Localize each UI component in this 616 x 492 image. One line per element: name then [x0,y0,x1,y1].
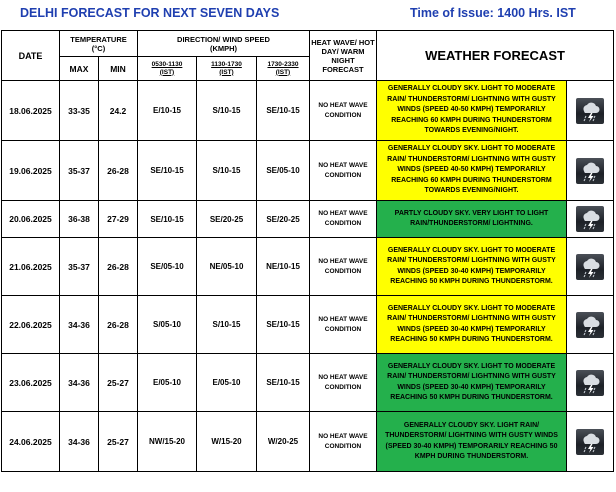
row-icon-cell [567,201,614,238]
header-date: DATE [2,31,60,81]
row-forecast: GENERALLY CLOUDY SKY. LIGHT TO MODERATE RAIN/ THUNDERSTORM/ LIGHTNING WITH GUSTY WINDS (SPEED 30-40 KMPH) TEMPORARILY REACHING 50 KMPH DURING THUNDERSTORM. [377,238,567,296]
row-forecast: GENERALLY CLOUDY SKY. LIGHT TO MODERATE RAIN/ THUNDERSTORM/ LIGHTNING WITH GUSTY WINDS (SPEED 30-40 KMPH) TEMPORARILY REACHING 50 KMPH DURING THUNDERSTORM. [377,354,567,412]
header-wind-t3 [257,57,310,81]
row-max: 35-37 [60,141,99,201]
row-min: 24.2 [99,81,138,141]
row-max: 33-35 [60,81,99,141]
table-row [2,296,614,354]
row-wind-t1: E/05-10 [138,354,197,412]
row-forecast: GENERALLY CLOUDY SKY. LIGHT TO MODERATE RAIN/ THUNDERSTORM/ LIGHTNING WITH GUSTY WINDS (SPEED 40-50 KMPH) TEMPORARILY REACHING 60 KMPH DURING THUNDERSTORM TOWARDS EVENING/NIGHT. [377,141,567,201]
row-min: 27-29 [99,201,138,238]
thunderstorm-rain-icon [576,158,604,184]
row-min: 26-28 [99,141,138,201]
header-heat-wave: HEAT WAVE/ HOT DAY/ WARM NIGHT FORECAST [310,31,377,81]
row-max: 35-37 [60,238,99,296]
header-wind [138,31,310,57]
row-wind-t3: SE/10-15 [257,296,310,354]
row-forecast: GENERALLY CLOUDY SKY. LIGHT TO MODERATE RAIN/ THUNDERSTORM/ LIGHTNING WITH GUSTY WINDS (SPEED 40-50 KMPH) TEMPORARILY REACHING 60 KMPH DURING THUNDERSTORM TOWARDS EVENING/NIGHT. [377,81,567,141]
row-forecast: GENERALLY CLOUDY SKY. LIGHT TO MODERATE RAIN/ THUNDERSTORM/ LIGHTNING WITH GUSTY WINDS (SPEED 30-40 KMPH) TEMPORARILY REACHING 50 KMPH DURING THUNDERSTORM. [377,296,567,354]
row-wind-t1: SE/10-15 [138,201,197,238]
row-wind-t1: SE/10-15 [138,141,197,201]
row-icon-cell [567,354,614,412]
header-wind-t3-zone: (IST) [275,68,291,76]
row-wind-t3: SE/05-10 [257,141,310,201]
row-icon-cell [567,296,614,354]
thunderstorm-rain-icon [576,312,604,338]
table-row [2,354,614,412]
row-heat-wave: NO HEAT WAVE CONDITION [310,141,377,201]
row-heat-wave: NO HEAT WAVE CONDITION [310,81,377,141]
row-wind-t3: SE/10-15 [257,354,310,412]
row-wind-t2: S/10-15 [197,296,257,354]
row-heat-wave: NO HEAT WAVE CONDITION [310,296,377,354]
row-wind-t2: S/10-15 [197,141,257,201]
issue-time: Time of Issue: 1400 Hrs. IST [410,6,576,20]
thunderstorm-rain-icon [576,429,604,455]
row-max: 34-36 [60,412,99,472]
header-temperature [60,31,138,57]
thunderstorm-rain-icon [576,370,604,396]
row-wind-t2: W/15-20 [197,412,257,472]
row-heat-wave: NO HEAT WAVE CONDITION [310,412,377,472]
row-date: 18.06.2025 [2,81,60,141]
storm-cloud-glyph [576,370,604,396]
header-wind-t1 [138,57,197,81]
row-icon-cell [567,81,614,141]
row-date: 23.06.2025 [2,354,60,412]
row-wind-t1: S/05-10 [138,296,197,354]
forecast-table [1,30,614,472]
row-heat-wave: NO HEAT WAVE CONDITION [310,238,377,296]
row-date: 22.06.2025 [2,296,60,354]
header-temperature-unit: (°C) [91,43,106,53]
header-wind-t1-range: 0530-1130 [151,60,183,68]
title-bar [0,0,616,28]
row-wind-t1: E/10-15 [138,81,197,141]
row-max: 36-38 [60,201,99,238]
thunderstorm-rain-icon [576,206,604,232]
page-title: DELHI FORECAST FOR NEXT SEVEN DAYS [20,6,280,20]
row-max: 34-36 [60,296,99,354]
header-wind-t1-zone: (IST) [159,68,175,76]
header-wind-label: DIRECTION/ WIND SPEED [177,34,270,44]
table-row [2,201,614,238]
row-heat-wave: NO HEAT WAVE CONDITION [310,354,377,412]
row-min: 26-28 [99,296,138,354]
row-icon-cell [567,412,614,472]
row-date: 21.06.2025 [2,238,60,296]
header-wind-unit: (KMPH) [209,43,238,53]
forecast-rows [2,81,614,472]
storm-cloud-glyph [576,206,604,232]
table-row [2,238,614,296]
row-wind-t2: NE/05-10 [197,238,257,296]
header-weather-forecast: WEATHER FORECAST [377,31,614,81]
row-wind-t2: S/10-15 [197,81,257,141]
table-row [2,141,614,201]
storm-cloud-glyph [576,312,604,338]
header-temperature-label: TEMPERATURE [70,34,127,44]
storm-cloud-glyph [576,254,604,280]
row-min: 25-27 [99,412,138,472]
row-forecast: GENERALLY CLOUDY SKY. LIGHT RAIN/ THUNDERSTORM/ LIGHTNING WITH GUSTY WINDS (SPEED 30-40 KMPH) TEMPORARILY REACHING 50 KMPH DURING THUNDERSTORM. [377,412,567,472]
row-wind-t1: NW/15-20 [138,412,197,472]
table-row [2,81,614,141]
row-date: 19.06.2025 [2,141,60,201]
row-icon-cell [567,238,614,296]
row-date: 20.06.2025 [2,201,60,238]
row-min: 26-28 [99,238,138,296]
row-min: 25-27 [99,354,138,412]
row-wind-t2: SE/20-25 [197,201,257,238]
storm-cloud-glyph [576,98,604,124]
row-max: 34-36 [60,354,99,412]
row-wind-t3: SE/20-25 [257,201,310,238]
thunderstorm-rain-icon [576,98,604,124]
header-wind-t2-zone: (IST) [219,68,234,76]
row-wind-t1: SE/05-10 [138,238,197,296]
storm-cloud-glyph [576,429,604,455]
row-heat-wave: NO HEAT WAVE CONDITION [310,201,377,238]
table-row [2,412,614,472]
row-forecast: PARTLY CLOUDY SKY. VERY LIGHT TO LIGHT RAIN/THUNDERSTORM/ LIGHTNING. [377,201,567,238]
header-wind-t2 [197,57,257,81]
header-min: MIN [99,57,138,81]
row-wind-t3: NE/10-15 [257,238,310,296]
row-wind-t3: SE/10-15 [257,81,310,141]
row-wind-t2: E/05-10 [197,354,257,412]
row-wind-t3: W/20-25 [257,412,310,472]
thunderstorm-rain-icon [576,254,604,280]
header-max: MAX [60,57,99,81]
header-wind-t3-range: 1730-2330 [267,60,299,68]
header-wind-t2-range: 1130-1730 [211,60,242,68]
row-icon-cell [567,141,614,201]
storm-cloud-glyph [576,158,604,184]
row-date: 24.06.2025 [2,412,60,472]
